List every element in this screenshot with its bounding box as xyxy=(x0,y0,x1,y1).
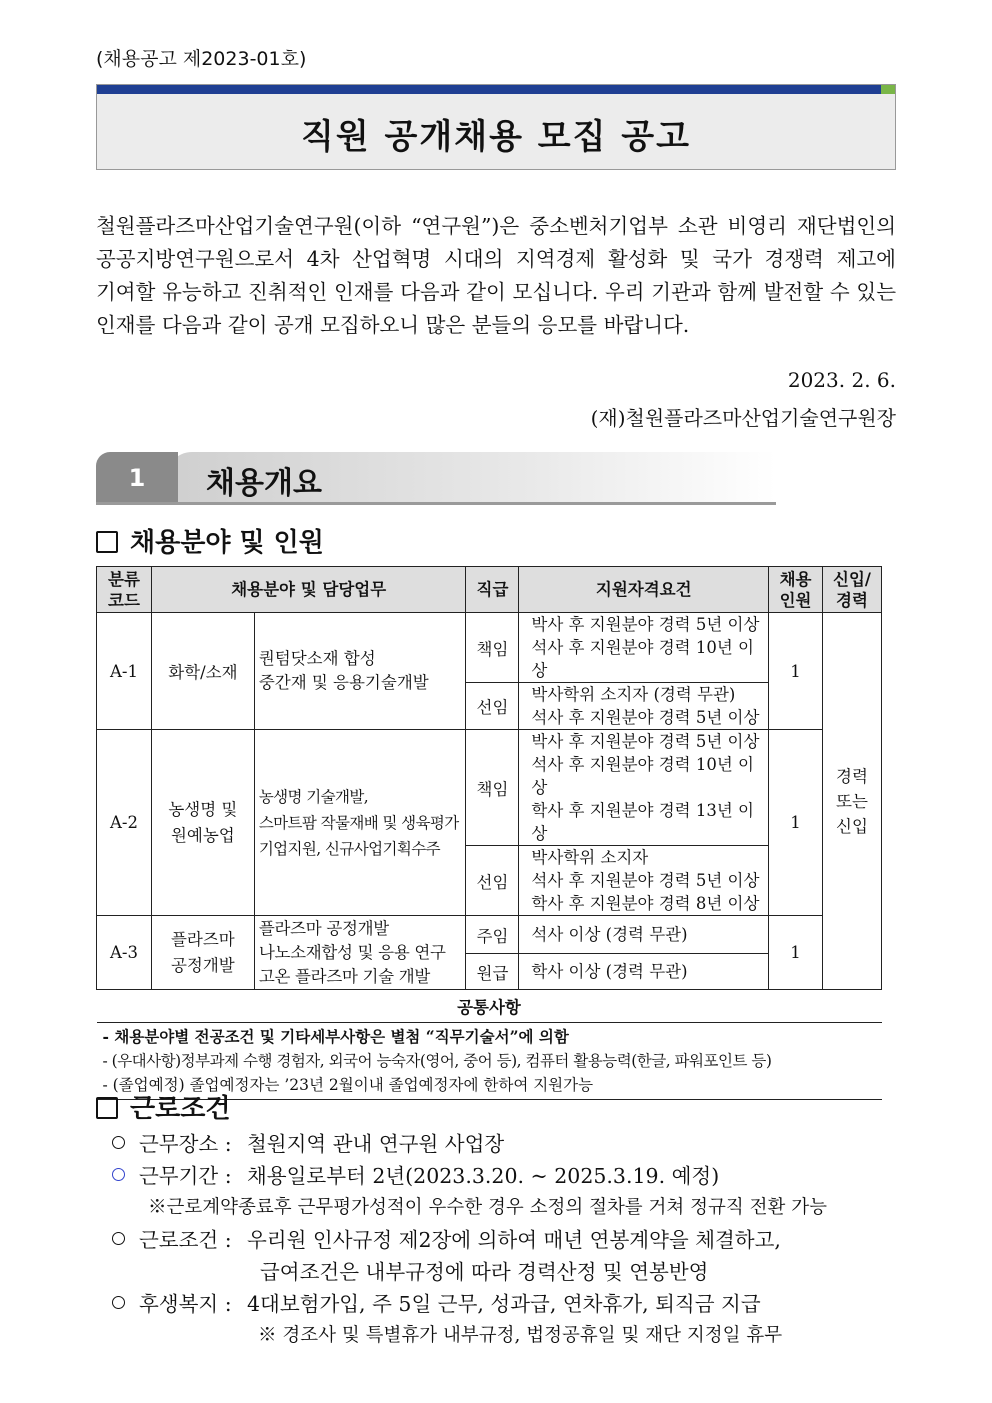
row-count: 1 xyxy=(769,916,823,990)
row-quals: 석사 이상 (경력 무관) xyxy=(519,916,769,954)
row-grade: 선임 xyxy=(466,683,519,730)
row-grade: 책임 xyxy=(466,730,519,846)
row-grade: 원급 xyxy=(466,954,519,990)
row-quals: 박사 후 지원분야 경력 5년 이상 석사 후 지원분야 경력 10년 이상 학사 후 지원분야 경력 13년 이상 xyxy=(519,730,769,846)
circle-bullet-icon xyxy=(112,1232,125,1245)
common-title: 공통사항 xyxy=(97,990,882,1023)
header-field: 채용분야 및 담당업무 xyxy=(151,567,466,613)
row-grade: 책임 xyxy=(466,613,519,683)
section-header xyxy=(96,452,776,504)
row-code: A-1 xyxy=(97,613,152,730)
period-key: 근무기간 : xyxy=(139,1164,232,1188)
common-item: - (졸업예정) 졸업예정자는 ’23년 2월이내 졸업예정자에 한하여 지원가능 xyxy=(102,1076,594,1094)
section-number: 1 xyxy=(96,452,178,504)
table-header-row xyxy=(97,567,882,613)
row-duties: 플라즈마 공정개발 나노소재합성 및 응용 연구 고온 플라즈마 기술 개발 xyxy=(254,916,466,990)
recruit-subheading-label: 채용분야 및 인원 xyxy=(130,528,324,558)
list-item-welfare xyxy=(112,1288,902,1320)
header-type: 신입/ 경력 xyxy=(822,567,881,613)
work-subheading xyxy=(96,1088,230,1125)
list-item-terms xyxy=(112,1224,902,1256)
header-grade: 직급 xyxy=(466,567,519,613)
period-note: ※근로계약종료후 근무평가성적이 우수한 경우 소정의 절차를 거쳐 정규직 전환 가능 xyxy=(148,1197,828,1218)
row-count: 1 xyxy=(769,613,823,730)
title-banner xyxy=(96,84,896,170)
row-code: A-3 xyxy=(97,916,152,990)
table-row xyxy=(97,613,882,683)
row-grade: 선임 xyxy=(466,846,519,916)
checkbox-icon xyxy=(96,1097,118,1119)
circle-bullet-icon xyxy=(112,1136,125,1149)
issuing-organization: (재)철원플라즈마산업기술연구원장 xyxy=(590,406,896,430)
common-item: - 채용분야별 전공조건 및 기타세부사항은 별첨 “직무기술서”에 의함 xyxy=(102,1027,569,1046)
page-title: 직원 공개채용 모집 공고 xyxy=(301,117,691,157)
intro-paragraph: 철원플라즈마산업기술연구원(이하 “연구원”)은 중소벤처기업부 소관 비영리 재단법인의 공공지방연구원으로서 4차 산업혁명 시대의 지역경제 활성화 및 국가 경쟁력 제고에 기여할 유능하고 진취적인 인재를 다음과 같이 모십니다. 우리 기관과 함께 발전할 수 있는 인재를 다음과 같이 공개 모집하오니 많은 분들의 응모를 바랍니다. xyxy=(96,214,896,337)
circle-bullet-icon xyxy=(112,1168,125,1181)
welfare-key: 후생복지 : xyxy=(139,1292,232,1316)
row-field: 화학/소재 xyxy=(151,613,254,730)
header-count: 채용 인원 xyxy=(769,567,823,613)
welfare-value: 4대보험가입, 주 5일 근무, 성과급, 연차휴가, 퇴직금 지급 xyxy=(247,1292,761,1316)
notice-date: 2023. 2. 6. xyxy=(787,368,896,392)
checkbox-icon xyxy=(96,531,118,553)
place-key: 근무장소 : xyxy=(139,1132,232,1156)
work-conditions-list xyxy=(112,1128,902,1352)
table-row xyxy=(97,730,882,846)
row-quals: 박사 후 지원분야 경력 5년 이상 석사 후 지원분야 경력 10년 이상 xyxy=(519,613,769,683)
place-value: 철원지역 관내 연구원 사업장 xyxy=(247,1132,505,1156)
row-field: 플라즈마 공정개발 xyxy=(151,916,254,990)
table-row xyxy=(97,916,882,954)
header-code: 분류 코드 xyxy=(97,567,152,613)
row-duties: 퀀텀닷소재 합성 중간재 및 응용기술개발 xyxy=(254,613,466,730)
work-subheading-label: 근로조건 xyxy=(130,1094,231,1124)
terms-key: 근로조건 : xyxy=(139,1228,232,1252)
row-grade: 주임 xyxy=(466,916,519,954)
row-quals: 박사학위 소지자 석사 후 지원분야 경력 5년 이상 학사 후 지원분야 경력 8년 이상 xyxy=(519,846,769,916)
circle-bullet-icon xyxy=(112,1296,125,1309)
row-field: 농생명 및 원예농업 xyxy=(151,730,254,916)
welfare-note: ※ 경조사 및 특별휴가 내부규정, 법정공휴일 및 재단 지정일 휴무 xyxy=(258,1325,783,1346)
row-quals: 박사학위 소지자 (경력 무관) 석사 후 지원분야 경력 5년 이상 xyxy=(519,683,769,730)
recruit-subheading xyxy=(96,522,324,559)
recruit-table xyxy=(96,566,882,1100)
list-item-period xyxy=(112,1160,902,1192)
section-title: 채용개요 xyxy=(206,466,322,501)
list-item-place xyxy=(112,1128,902,1160)
row-count: 1 xyxy=(769,730,823,916)
row-quals: 학사 이상 (경력 무관) xyxy=(519,954,769,990)
terms-value: 우리원 인사규정 제2장에 의하여 매년 연봉계약을 체결하고, xyxy=(247,1228,781,1252)
common-title-row xyxy=(97,990,882,1023)
common-item: - (우대사항)정부과제 수행 경험자, 외국어 능숙자(영어, 중어 등), 컴퓨터 활용능력(한글, 파워포인트 등) xyxy=(102,1052,772,1070)
notice-number: (채용공고 제2023-01호) xyxy=(96,48,307,70)
header-quals: 지원자격요건 xyxy=(519,567,769,613)
row-code: A-2 xyxy=(97,730,152,916)
row-type: 경력 또는 신입 xyxy=(822,613,881,990)
row-duties: 농생명 기술개발, 스마트팜 작물재배 및 생육평가 기업지원, 신규사업기획수주 xyxy=(254,730,466,916)
period-value: 채용일로부터 2년(2023.3.20. ~ 2025.3.19. 예정) xyxy=(247,1164,720,1188)
terms-value-2: 급여조건은 내부규정에 따라 경력산정 및 연봉반영 xyxy=(260,1260,709,1284)
